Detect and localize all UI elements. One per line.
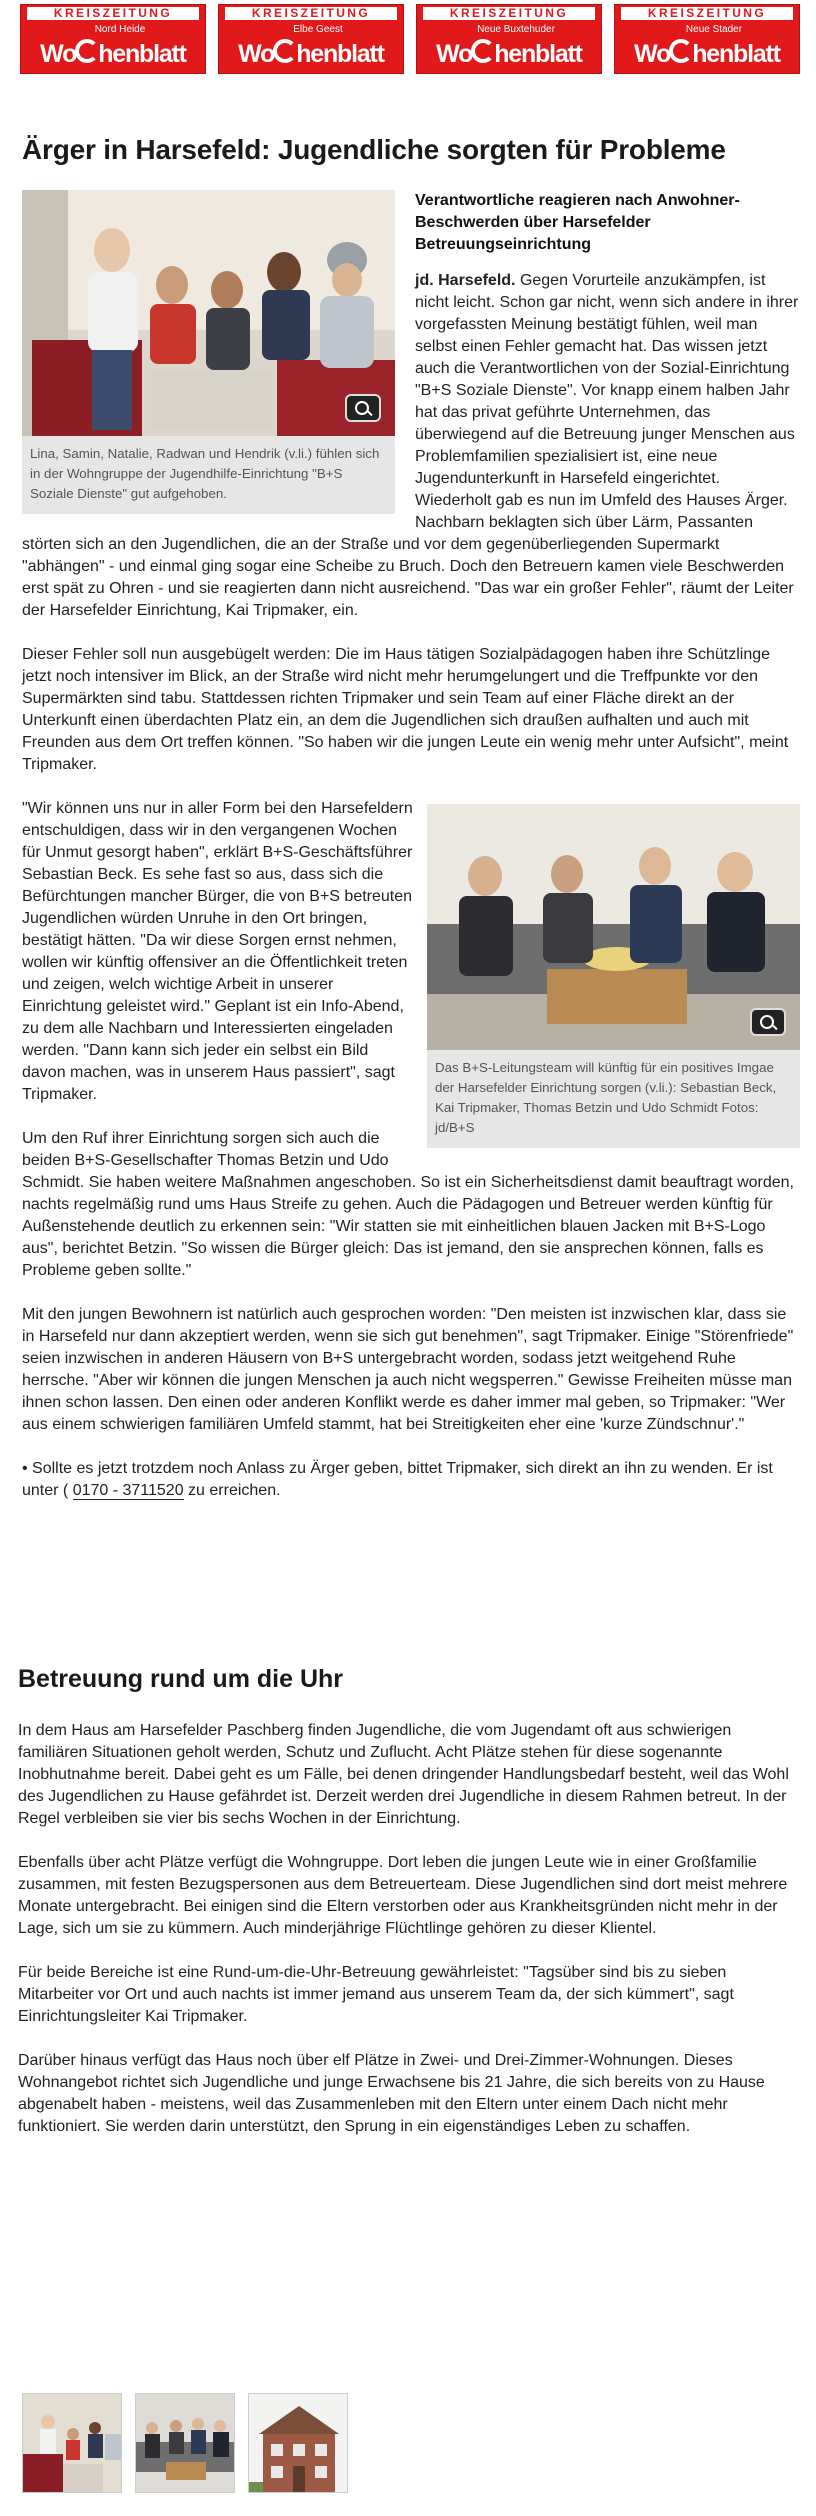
article-paragraph: jd. Harsefeld. Gegen Vorurteile anzukämpfen, ist nicht leicht. Schon gar nicht, wenn sich andere in ihrer vorgefassten Meinung bestätigt fühlen, weil man selbst einen Fehler gemacht hat. Das wissen jetzt auch die Verantwortlichen von der Sozial-Einrichtung "B+S Soziale Dienste". Vor knapp einem halben Jahr hat das privat geführte Unternehmen, das überwiegend auf die Betreuung junger Menschen aus Problemfamilien spezialisiert ist, eine neue Jugendunterkunft in Harsefeld eingerichtet. Wiederholt gab es nun im Umfeld des Hauses Ärger. Nachbarn beklagten sich über Lärm, Passanten störten sich an den Jugendlichen, die an der Straße und vor dem gegenüberliegenden Supermarkt "abhängen" - und einmal ging sogar eine Scheibe zu Bruch. Doch den Betreuern kamen viele Beschwerden erst spät zu Ohren - und sie reagierten dann nicht ausreichend. "Das war ein großer Fehler", räumt der Leiter der Harsefelder Einrichtung, Kai Tripmaker, ein. bbox=[22, 272, 799, 619]
dateline: jd. Harsefeld. bbox=[415, 272, 516, 289]
article-lead: Verantwortliche reagieren nach Anwohner-Beschwerden über Harsefelder Betreuungseinrichtung bbox=[415, 192, 740, 253]
figure-leadership-team bbox=[427, 804, 800, 1148]
masthead-logo-buxtehuder[interactable] bbox=[416, 4, 602, 74]
photo-youth-group[interactable] bbox=[22, 190, 395, 436]
photo-caption: Lina, Samin, Natalie, Radwan und Hendrik (v.li.) fühlen sich in der Wohngruppe der Jugendhilfe-Einrichtung "B+S Soziale Dienste" gut aufgehoben. bbox=[30, 446, 380, 501]
section-body bbox=[18, 1720, 798, 2160]
masthead-region: Neue Buxtehuder bbox=[477, 24, 555, 35]
section-paragraph: Für beide Bereiche ist eine Rund-um-die-Uhr-Betreuung gewährleistet: "Tagsüber sind bis zu sieben Mitarbeiter vor Ort und auch nachts ist immer jemand aus unserem Team da, der sich kümmert", sagt Einrichtungsleiter Kai Tripmaker. bbox=[18, 1964, 734, 2025]
masthead-region: Elbe Geest bbox=[293, 24, 343, 35]
masthead-kreiszeitung: KREISZEITUNG bbox=[27, 7, 199, 20]
c-swirl-icon bbox=[471, 39, 495, 63]
masthead-logo-nord-heide[interactable] bbox=[20, 4, 206, 74]
section-paragraph: In dem Haus am Harsefelder Paschberg finden Jugendliche, die vom Jugendamt oft aus schwierigen familiären Situationen geholt werden, Schutz und Zuflucht. Acht Plätze stehen für diese sogenannte Inobhutnahme bereit. Dabei geht es um Fälle, bei denen dringender Handlungsbedarf besteht, weil das Wohl des Jugendlichen zu Hause gefährdet ist. Derzeit werden drei Jugendliche in diesem Rahmen betreut. In der Regel verbleiben sie vier bis sechs Wochen in der Einrichtung. bbox=[18, 1722, 789, 1827]
phone-number-link[interactable]: 0170 - 3711520 bbox=[72, 1482, 184, 1499]
masthead-brand: Wo henblatt bbox=[40, 40, 186, 68]
zoom-magnifier-icon[interactable] bbox=[750, 1008, 786, 1036]
thumbnail-youth-group[interactable] bbox=[22, 2393, 122, 2493]
masthead-region: Neue Stader bbox=[685, 24, 743, 35]
c-swirl-icon bbox=[75, 39, 99, 63]
section-heading: Betreuung rund um die Uhr bbox=[18, 1665, 343, 1693]
contact-paragraph: • Sollte es jetzt trotzdem noch Anlass zu Ärger geben, bittet Tripmaker, sich direkt an ihn zu wenden. Er ist unter ( 0170 - 3711520 zu erreichen. bbox=[22, 1460, 773, 1499]
photo-leadership-team[interactable] bbox=[427, 804, 800, 1050]
article-paragraph: Mit den jungen Bewohnern ist natürlich auch gesprochen worden: "Den meisten ist inzwischen klar, dass sie in Harsefeld nur dann akzeptiert werden, wenn sie sich gut benehmen", sagt Tripmaker. Einige "Störenfriede" seien inzwischen in anderen Häusern von B+S untergebracht worden, sodass jetzt weitgehend Ruhe herrsche. "Aber wir können die jungen Menschen ja auch nicht wegsperren." Gewisse Freiheiten müsse man ihnen schon lassen. Den einen oder anderen Konflikt werde es daher immer mal geben, so Tripmaker: "Wer aus einem schwierigen familiären Umfeld stammt, hat bei Streitigkeiten eher eine 'kurze Zündschnur'." bbox=[22, 1306, 794, 1433]
c-swirl-icon bbox=[669, 39, 693, 63]
article-headline: Ärger in Harsefeld: Jugendliche sorgten für Probleme bbox=[22, 134, 726, 165]
masthead-brand: Wo henblatt bbox=[238, 40, 384, 68]
thumbnail-leadership-team[interactable] bbox=[135, 2393, 235, 2493]
zoom-magnifier-icon[interactable] bbox=[345, 394, 381, 422]
thumbnail-building[interactable] bbox=[248, 2393, 348, 2493]
masthead-brand: Wo henblatt bbox=[436, 40, 582, 68]
masthead-kreiszeitung: KREISZEITUNG bbox=[225, 7, 397, 20]
article-paragraph: Dieser Fehler soll nun ausgebügelt werden: Die im Haus tätigen Sozialpädagogen haben ihre Schützlinge jetzt noch intensiver im Blick, an der Straße wird nicht mehr herumgelungert und die Treffpunkte vor den Supermärkten sind tabu. Stattdessen richten Tripmaker und sein Team auf einer Fläche direkt an der Unterkunft einen überdachten Platz ein, an dem die Jugendlichen sich draußen aufhalten und auch mit Freunden aus dem Ort treffen können. "So haben wir die jungen Leute ein wenig mehr unter Aufsicht", meint Tripmaker. bbox=[22, 646, 789, 773]
article-paragraph: "Wir können uns nur in aller Form bei den Harsefeldern entschuldigen, dass wir in den vergangenen Wochen für Unmut gesorgt haben", erklärt B+S-Geschäftsführer Sebastian Beck. Es sehe fast so aus, dass sich die Befürchtungen mancher Bürger, die von B+S betreuten Jugendlichen würden Unruhe in den Ort bringen, bestätigt hätten. "Da wir diese Sorgen ernst nehmen, wollen wir künftig offensiver an die Öffentlichkeit treten und zeigen, welch wichtige Arbeit in unserer Einrichtung geleistet wird." Geplant ist ein Info-Abend, zu dem alle Nachbarn und Interessierten eingeladen werden. "Dann kann sich jeder ein selbst ein Bild davon machen, was in unserem Haus passiert", sagt Tripmaker. bbox=[22, 800, 413, 1103]
masthead-logo-elbe-geest[interactable] bbox=[218, 4, 404, 74]
masthead-bar bbox=[20, 4, 810, 74]
masthead-brand: Wo henblatt bbox=[634, 40, 780, 68]
article-paragraph: Um den Ruf ihrer Einrichtung sorgen sich auch die beiden B+S-Gesellschafter Thomas Betzin und Udo Schmidt. Sie haben weitere Maßnahmen angeschoben. So ist ein Sicherheitsdienst damit beauftragt worden, nachts regelmäßig rund ums Haus Streife zu gehen. Auch die Pädagogen und Betreuer werden künftig für Außenstehende deutlich zu erkennen sein: "Wir statten sie mit einheitlichen blauen Jacken mit B+S-Logo aus", berichtet Betzin. "So wissen die Bürger gleich: Das ist jemand, den sie ansprechen können, falls es Probleme geben sollte." bbox=[22, 1130, 794, 1279]
c-swirl-icon bbox=[273, 39, 297, 63]
photo-caption: Das B+S-Leitungsteam will künftig für ein positives Imgae der Harsefelder Einrichtung sorgen (v.li.): Sebastian Beck, Kai Tripmaker, Thomas Betzin und Udo Schmidt Fotos: jd/B+S bbox=[435, 1060, 777, 1135]
section-paragraph: Darüber hinaus verfügt das Haus noch über elf Plätze in Zwei- und Drei-Zimmer-Wohnungen. Dieses Wohnangebot richtet sich Jugendliche und junge Erwachsene bis 21 Jahre, die sich bereits von zu Hause abgenabelt haben - meistens, weil das Zusammenleben mit den Eltern unter einem Dach nicht mehr funktioniert. Sie werden darin unterstützt, den Sprung in ein eigenständiges Leben zu schaffen. bbox=[18, 2052, 765, 2135]
figure-youth-group bbox=[22, 190, 395, 514]
section-paragraph: Ebenfalls über acht Plätze verfügt die Wohngruppe. Dort leben die jungen Leute wie in einer Großfamilie zusammen, mit festen Bezugspersonen aus dem Betreuerteam. Diese Jugendlichen sind dort meist mehrere Monate untergebracht. Bei einigen sind die Eltern verstorben oder aus Krankheitsgründen nicht mehr in der Lage, sich um sie zu kümmern. Auch minderjährige Flüchtlinge gehören zu dieser Klientel. bbox=[18, 1854, 788, 1937]
masthead-kreiszeitung: KREISZEITUNG bbox=[621, 7, 793, 20]
article-body bbox=[22, 190, 800, 1524]
masthead-logo-stader[interactable] bbox=[614, 4, 800, 74]
masthead-region: Nord Heide bbox=[94, 24, 146, 35]
masthead-kreiszeitung: KREISZEITUNG bbox=[423, 7, 595, 20]
